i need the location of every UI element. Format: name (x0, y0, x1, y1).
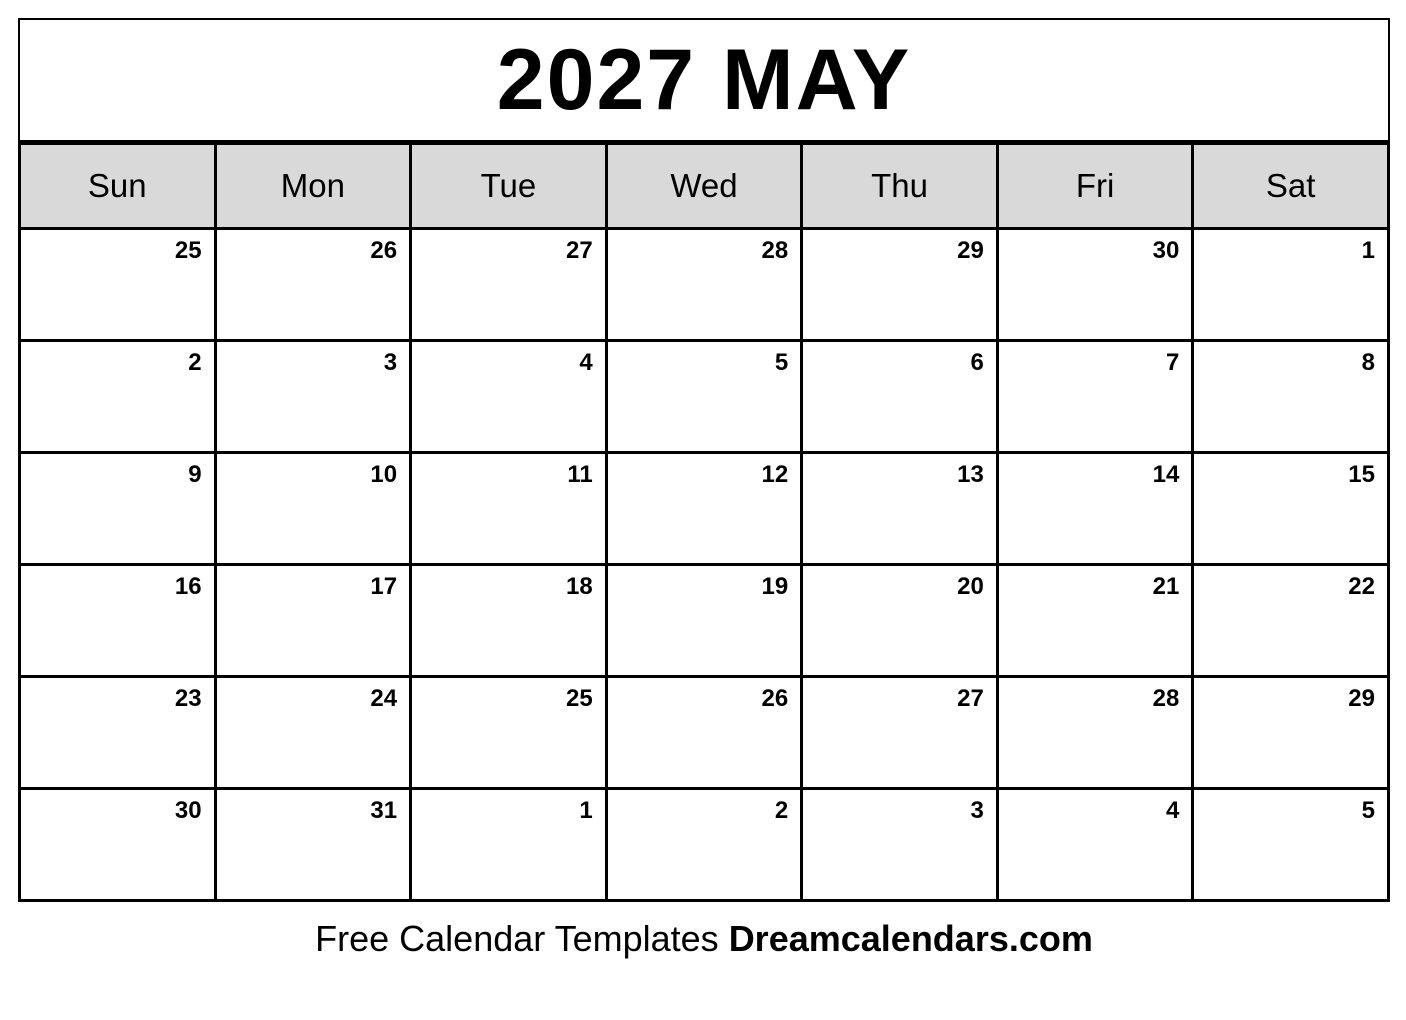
day-cell (997, 341, 1193, 453)
day-cell (411, 453, 607, 565)
date-number: 23 (174, 685, 202, 712)
date-number: 28 (761, 237, 789, 264)
date-number: 26 (761, 685, 789, 712)
day-cell (606, 789, 802, 901)
date-number: 2 (188, 349, 202, 376)
date-number: 28 (1152, 685, 1180, 712)
date-number: 27 (957, 685, 984, 712)
date-number: 25 (174, 237, 202, 264)
week-row (20, 229, 1389, 341)
calendar-grid (18, 142, 1390, 902)
date-number: 21 (1152, 573, 1180, 600)
date-number: 9 (188, 461, 202, 488)
date-number: 30 (1152, 237, 1180, 264)
week-row (20, 789, 1389, 901)
day-cell (1193, 341, 1389, 453)
date-number: 8 (1361, 349, 1375, 376)
day-header-tue: Tue (411, 144, 607, 229)
day-header-thu: Thu (802, 144, 998, 229)
day-cell (802, 789, 998, 901)
day-header-sun: Sun (20, 144, 216, 229)
date-number: 26 (370, 237, 398, 264)
date-number: 16 (174, 573, 202, 600)
date-number: 30 (174, 797, 202, 824)
day-cell (215, 341, 411, 453)
date-number: 27 (565, 237, 593, 264)
day-cell (215, 229, 411, 341)
day-cell (1193, 229, 1389, 341)
day-cell (411, 789, 607, 901)
date-number: 5 (1361, 797, 1375, 824)
calendar-title-box (18, 18, 1390, 142)
footer-brand: Dreamcalendars.com (728, 918, 1093, 959)
day-cell (802, 677, 998, 789)
day-cell (20, 229, 216, 341)
date-number: 1 (579, 797, 593, 824)
day-cell (802, 341, 998, 453)
date-number: 3 (970, 797, 984, 824)
day-header-mon: Mon (215, 144, 411, 229)
date-number: 4 (1166, 797, 1180, 824)
day-cell (411, 565, 607, 677)
date-number: 18 (565, 573, 593, 600)
day-cell (1193, 677, 1389, 789)
day-cell (215, 789, 411, 901)
week-row (20, 453, 1389, 565)
date-number: 7 (1166, 349, 1180, 376)
day-cell (20, 677, 216, 789)
day-header-row (20, 144, 1389, 229)
date-number: 13 (957, 461, 984, 488)
day-cell (606, 229, 802, 341)
day-cell (20, 341, 216, 453)
day-cell (411, 229, 607, 341)
date-number: 29 (1348, 685, 1375, 712)
calendar-page (18, 18, 1390, 960)
date-number: 29 (957, 237, 984, 264)
day-cell (997, 229, 1193, 341)
day-cell (802, 453, 998, 565)
date-number: 15 (1348, 461, 1375, 488)
day-cell (215, 565, 411, 677)
date-number: 5 (774, 349, 789, 376)
date-number: 20 (957, 573, 984, 600)
week-row (20, 565, 1389, 677)
day-header-fri: Fri (997, 144, 1193, 229)
day-cell (215, 453, 411, 565)
footer-credit (18, 918, 1390, 960)
day-cell (1193, 453, 1389, 565)
date-number: 22 (1348, 573, 1375, 600)
calendar-title: 2027 MAY (496, 32, 912, 128)
day-cell (1193, 789, 1389, 901)
day-cell (997, 453, 1193, 565)
day-header-sat: Sat (1193, 144, 1389, 229)
day-cell (411, 677, 607, 789)
date-number: 10 (370, 461, 398, 488)
date-number: 14 (1152, 461, 1180, 488)
date-number: 6 (970, 349, 984, 376)
day-cell (20, 453, 216, 565)
footer-text: Free Calendar Templates (315, 918, 719, 959)
date-number: 4 (579, 349, 593, 376)
day-cell (606, 341, 802, 453)
date-number: 17 (370, 573, 398, 600)
date-number: 12 (761, 461, 789, 488)
date-number: 31 (370, 797, 398, 824)
date-number: 2 (774, 797, 789, 824)
day-cell (20, 565, 216, 677)
day-cell (802, 229, 998, 341)
day-cell (411, 341, 607, 453)
day-cell (20, 789, 216, 901)
date-number: 1 (1361, 237, 1375, 264)
week-row (20, 677, 1389, 789)
day-cell (606, 677, 802, 789)
day-cell (1193, 565, 1389, 677)
date-number: 19 (761, 573, 789, 600)
date-number: 24 (370, 685, 398, 712)
day-cell (606, 453, 802, 565)
day-cell (997, 565, 1193, 677)
day-cell (606, 565, 802, 677)
date-number: 11 (567, 461, 593, 488)
day-cell (802, 565, 998, 677)
day-cell (215, 677, 411, 789)
day-header-wed: Wed (606, 144, 802, 229)
date-number: 3 (383, 349, 398, 376)
day-cell (997, 789, 1193, 901)
date-number: 25 (565, 685, 593, 712)
week-row (20, 341, 1389, 453)
day-cell (997, 677, 1193, 789)
